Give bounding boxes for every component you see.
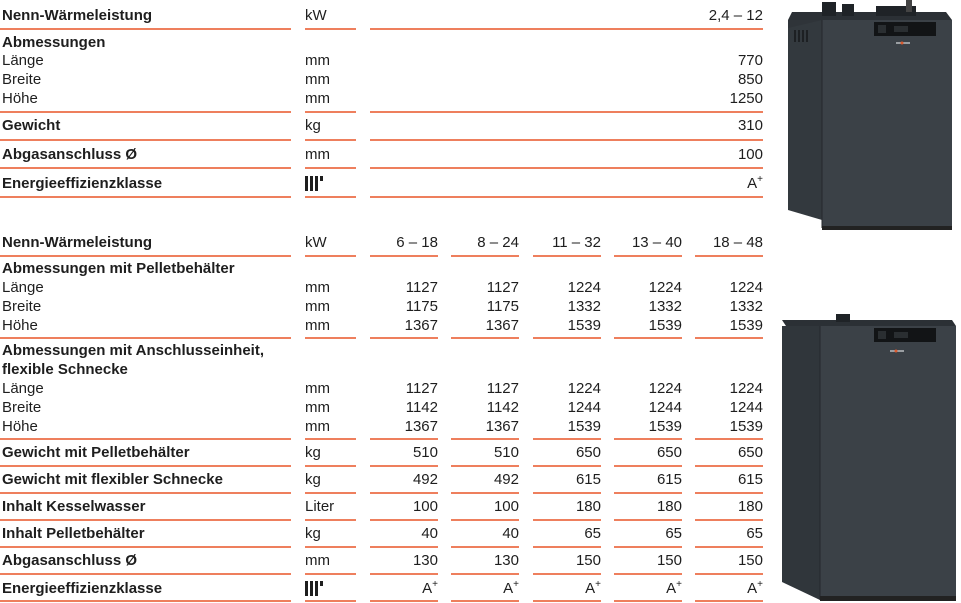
boiler-pellet-image xyxy=(778,314,961,603)
divider xyxy=(305,492,356,494)
cell: 615 xyxy=(737,471,763,488)
divider xyxy=(0,167,291,169)
row-value: 310 xyxy=(737,117,763,134)
divider xyxy=(695,600,763,602)
divider xyxy=(370,196,763,198)
cell: 18 – 48 xyxy=(712,234,763,251)
divider xyxy=(0,28,291,30)
divider xyxy=(370,465,438,467)
divider xyxy=(0,600,291,602)
cell: 1127 xyxy=(486,279,519,296)
row-label: Gewicht mit Pelletbehälter xyxy=(2,444,190,461)
cell: 1142 xyxy=(486,399,519,416)
row-label: Energieeffizienzklasse xyxy=(2,580,163,597)
divider xyxy=(305,167,356,169)
row-label: Länge xyxy=(2,380,44,397)
boiler-compact-image xyxy=(778,0,961,232)
cell: 1224 xyxy=(648,380,682,397)
divider xyxy=(695,438,763,440)
cell: A+ xyxy=(585,579,601,597)
cell: 6 – 18 xyxy=(396,234,438,251)
divider xyxy=(0,337,291,339)
cell: 615 xyxy=(575,471,601,488)
cell: 1224 xyxy=(729,380,763,397)
divider xyxy=(370,492,438,494)
cell: 1332 xyxy=(648,298,682,315)
divider xyxy=(695,546,763,548)
cell: A+ xyxy=(666,579,682,597)
divider xyxy=(695,519,763,521)
divider xyxy=(614,573,682,575)
divider xyxy=(451,519,519,521)
row-unit: mm xyxy=(305,298,330,315)
divider xyxy=(0,492,291,494)
row-label: Höhe xyxy=(2,418,38,435)
divider xyxy=(0,139,291,141)
divider xyxy=(305,600,356,602)
divider xyxy=(614,255,682,257)
divider xyxy=(370,167,763,169)
divider xyxy=(305,465,356,467)
row-label: Länge xyxy=(2,52,44,69)
cell: 1539 xyxy=(567,418,601,435)
divider xyxy=(695,492,763,494)
row-value: 2,4 – 12 xyxy=(708,7,763,24)
divider xyxy=(0,546,291,548)
cell: 1224 xyxy=(648,279,682,296)
row-unit: kW xyxy=(305,7,327,24)
cell: 180 xyxy=(656,498,682,515)
row-label: Gewicht mit flexibler Schnecke xyxy=(2,471,223,488)
row-label: Energieeffizienzklasse xyxy=(2,175,163,192)
row-unit: kg xyxy=(305,471,321,488)
divider xyxy=(305,546,356,548)
row-label: Nenn-Wärmeleistung xyxy=(2,7,153,24)
divider xyxy=(370,546,438,548)
divider xyxy=(695,255,763,257)
divider xyxy=(370,600,438,602)
divider xyxy=(305,519,356,521)
divider xyxy=(533,600,601,602)
divider xyxy=(370,519,438,521)
cell: 650 xyxy=(656,444,682,461)
divider xyxy=(370,438,438,440)
row-label: Nenn-Wärmeleistung xyxy=(2,234,153,251)
cell: 180 xyxy=(737,498,763,515)
cell: 1539 xyxy=(648,317,682,334)
divider xyxy=(695,573,763,575)
cell: 1127 xyxy=(486,380,519,397)
cell: 1127 xyxy=(405,380,438,397)
row-unit: kg xyxy=(305,117,321,134)
divider xyxy=(305,337,356,339)
cell: 8 – 24 xyxy=(477,234,519,251)
row-unit: mm xyxy=(305,90,330,107)
energy-label-icon xyxy=(305,176,323,191)
cell: 1175 xyxy=(486,298,519,315)
cell: A+ xyxy=(422,579,438,597)
cell: 1224 xyxy=(729,279,763,296)
cell: 40 xyxy=(421,525,438,542)
row-unit: mm xyxy=(305,418,330,435)
cell: 1224 xyxy=(567,380,601,397)
divider xyxy=(0,255,291,257)
cell: 150 xyxy=(656,552,682,569)
row-label: Breite xyxy=(2,298,42,315)
row-unit: mm xyxy=(305,146,330,163)
row-unit: mm xyxy=(305,399,330,416)
row-label: Abgasanschluss Ø xyxy=(2,146,138,163)
cell: 1539 xyxy=(729,317,763,334)
cell: 1367 xyxy=(485,317,519,334)
row-unit: mm xyxy=(305,52,330,69)
divider xyxy=(451,573,519,575)
cell: 1367 xyxy=(404,418,438,435)
divider xyxy=(305,573,356,575)
row-unit: kW xyxy=(305,234,327,251)
cell: 180 xyxy=(575,498,601,515)
divider xyxy=(305,196,356,198)
row-unit: mm xyxy=(305,71,330,88)
row-value: 770 xyxy=(737,52,763,69)
divider xyxy=(305,438,356,440)
cell: 65 xyxy=(665,525,682,542)
divider xyxy=(0,111,291,113)
row-label: Höhe xyxy=(2,317,38,334)
divider xyxy=(614,438,682,440)
cell: 510 xyxy=(412,444,438,461)
cell: 1175 xyxy=(405,298,438,315)
divider xyxy=(0,519,291,521)
divider xyxy=(533,465,601,467)
section-heading: Abmessungen xyxy=(2,34,106,51)
cell: 1244 xyxy=(729,399,763,416)
section-heading: Abmessungen mit Pelletbehälter xyxy=(2,260,235,277)
divider xyxy=(533,337,601,339)
row-value: 1250 xyxy=(729,90,763,107)
divider xyxy=(533,573,601,575)
divider xyxy=(451,255,519,257)
cell: 1539 xyxy=(567,317,601,334)
divider xyxy=(614,600,682,602)
cell: 150 xyxy=(575,552,601,569)
cell: 615 xyxy=(656,471,682,488)
cell: 492 xyxy=(412,471,438,488)
section-heading: Abmessungen mit Anschlusseinheit, xyxy=(2,342,264,359)
divider xyxy=(305,28,356,30)
divider xyxy=(451,600,519,602)
cell: 492 xyxy=(493,471,519,488)
cell: 130 xyxy=(412,552,438,569)
divider xyxy=(370,255,438,257)
cell: 1367 xyxy=(485,418,519,435)
row-label: Breite xyxy=(2,399,42,416)
cell: 65 xyxy=(746,525,763,542)
divider xyxy=(451,438,519,440)
cell: 40 xyxy=(502,525,519,542)
row-unit: mm xyxy=(305,552,330,569)
cell: 650 xyxy=(737,444,763,461)
row-label: Höhe xyxy=(2,90,38,107)
cell: 130 xyxy=(493,552,519,569)
row-value: 100 xyxy=(737,146,763,163)
row-value: A+ xyxy=(747,174,763,192)
row-label: Abgasanschluss Ø xyxy=(2,552,138,569)
divider xyxy=(451,337,519,339)
cell: A+ xyxy=(503,579,519,597)
row-unit: kg xyxy=(305,444,321,461)
row-unit: mm xyxy=(305,380,330,397)
divider xyxy=(0,438,291,440)
cell: 650 xyxy=(575,444,601,461)
row-label: Breite xyxy=(2,71,42,88)
cell: 1142 xyxy=(405,399,438,416)
divider xyxy=(451,465,519,467)
divider xyxy=(451,492,519,494)
row-label: Gewicht xyxy=(2,117,61,134)
row-value: 850 xyxy=(737,71,763,88)
row-label: Inhalt Kesselwasser xyxy=(2,498,146,515)
cell: 13 – 40 xyxy=(631,234,682,251)
divider xyxy=(370,28,763,30)
divider xyxy=(370,139,763,141)
divider xyxy=(614,519,682,521)
cell: 1332 xyxy=(567,298,601,315)
divider xyxy=(0,573,291,575)
cell: 1539 xyxy=(729,418,763,435)
divider xyxy=(0,196,291,198)
energy-label-icon xyxy=(305,581,323,596)
divider xyxy=(370,573,438,575)
divider xyxy=(370,111,763,113)
cell: 100 xyxy=(412,498,438,515)
divider xyxy=(614,465,682,467)
divider xyxy=(533,255,601,257)
cell: 150 xyxy=(737,552,763,569)
divider xyxy=(695,465,763,467)
cell: 1224 xyxy=(567,279,601,296)
divider xyxy=(370,337,438,339)
cell: 1127 xyxy=(405,279,438,296)
cell: 1539 xyxy=(648,418,682,435)
divider xyxy=(695,337,763,339)
divider xyxy=(305,111,356,113)
row-unit: mm xyxy=(305,279,330,296)
divider xyxy=(533,519,601,521)
divider xyxy=(614,546,682,548)
cell: 1244 xyxy=(567,399,601,416)
row-label: Inhalt Pelletbehälter xyxy=(2,525,145,542)
divider xyxy=(614,337,682,339)
cell: 100 xyxy=(493,498,519,515)
cell: 65 xyxy=(584,525,601,542)
divider xyxy=(614,492,682,494)
divider xyxy=(305,255,356,257)
row-unit: mm xyxy=(305,317,330,334)
divider xyxy=(451,546,519,548)
row-label: Länge xyxy=(2,279,44,296)
divider xyxy=(0,465,291,467)
section-heading-line2: flexible Schnecke xyxy=(2,361,128,378)
cell: 1367 xyxy=(404,317,438,334)
cell: 11 – 32 xyxy=(552,234,601,251)
divider xyxy=(305,139,356,141)
row-unit: Liter xyxy=(305,498,335,515)
divider xyxy=(533,438,601,440)
row-unit: kg xyxy=(305,525,321,542)
cell: 1332 xyxy=(729,298,763,315)
cell: 1244 xyxy=(648,399,682,416)
cell: A+ xyxy=(747,579,763,597)
divider xyxy=(533,492,601,494)
divider xyxy=(533,546,601,548)
cell: 510 xyxy=(493,444,519,461)
